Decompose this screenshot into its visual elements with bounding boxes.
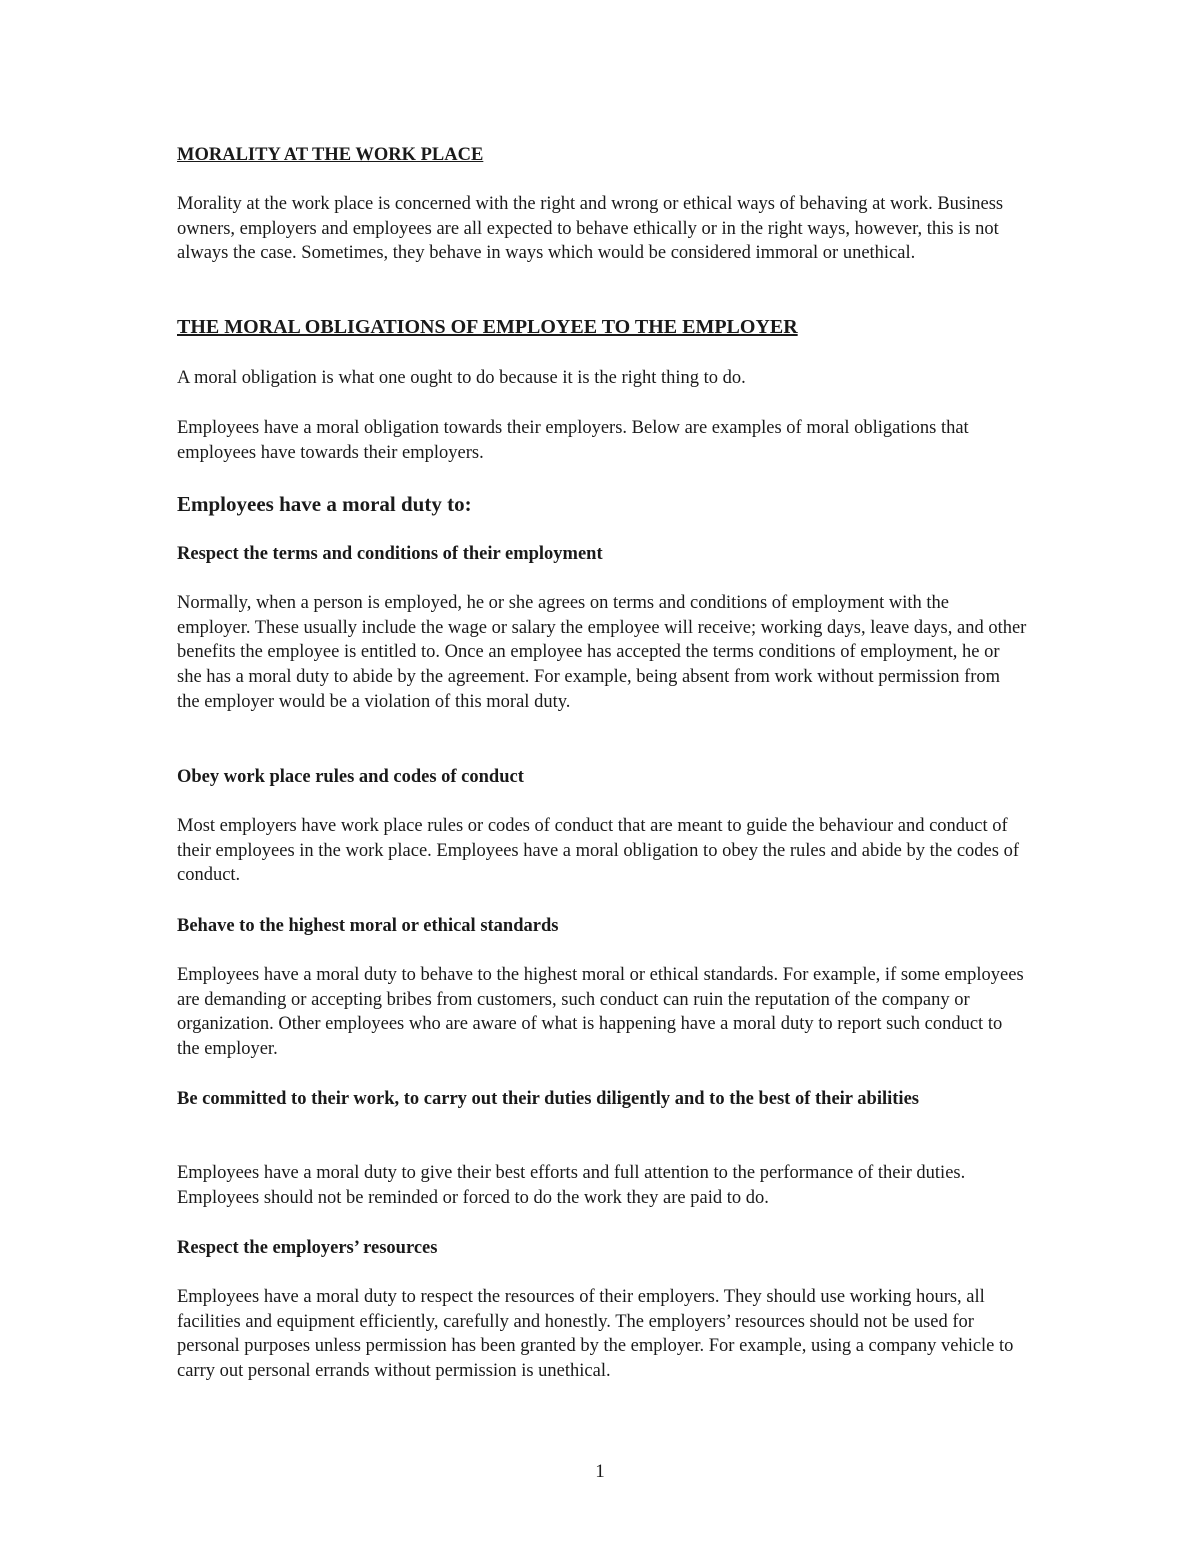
- duty-text-2: Most employers have work place rules or codes of conduct that are meant to guide the behaviour and conduct of their employees in the work place. Employees have a moral obligation to obey the rules and abide by the codes of conduct.: [177, 816, 1020, 886]
- intro-paragraph: Morality at the work place is concerned with the right and wrong or ethical ways of behaving at work. Business owners, employers and employees are all expected to behave ethically or in the right ways, however, this is not always the case. Sometimes, they behave in ways which would be considered immoral or unethical.: [177, 194, 1004, 264]
- duty-heading-4: Be committed to their work, to carry out their duties diligently and to the best of their abilities: [177, 1089, 919, 1109]
- obligations-heading: THE MORAL OBLIGATIONS OF EMPLOYEE TO THE EMPLOYER: [177, 316, 798, 338]
- duty-text-3: Employees have a moral duty to behave to the highest moral or ethical standards. For example, if some employees are demanding or accepting bribes from customers, such conduct can ruin the reputation of the company or organization. Other employees who are aware of what is happening have a moral duty to report such conduct to the employer.: [177, 965, 1024, 1060]
- duty-text-4: Employees have a moral duty to give their best efforts and full attention to the performance of their duties. Employees should not be reminded or forced to do the work they are paid to do.: [177, 1163, 966, 1208]
- duty-heading-5: Respect the employers’ resources: [177, 1238, 438, 1258]
- duty-heading: Employees have a moral duty to:: [177, 492, 472, 516]
- duty-text-5: Employees have a moral duty to respect the resources of their employers. They should use working hours, all facilities and equipment efficiently, carefully and honestly. The employers’ resources should not be used for personal purposes unless permission has been granted by the employer. For example, using a company vehicle to carry out personal errands without permission is unethical.: [177, 1287, 1014, 1382]
- page-number: 1: [595, 1461, 605, 1482]
- obligations-intro-paragraph: Employees have a moral obligation towards their employers. Below are examples of moral obligations that employees have towards their employers.: [177, 418, 969, 463]
- page-title: MORALITY AT THE WORK PLACE: [177, 145, 484, 165]
- duty-heading-3: Behave to the highest moral or ethical standards: [177, 916, 559, 936]
- definition-paragraph: A moral obligation is what one ought to do because it is the right thing to do.: [177, 368, 746, 388]
- duty-heading-2: Obey work place rules and codes of conduct: [177, 767, 524, 787]
- duty-text-1: Normally, when a person is employed, he or she agrees on terms and conditions of employment with the employer. These usually include the wage or salary the employee will receive; working days, leave days, and other benefits the employee is entitled to. Once an employee has accepted the terms conditions of employment, he or she has a moral duty to abide by the agreement. For example, being absent from work without permission from the employer would be a violation of this moral duty.: [177, 593, 1027, 712]
- duty-heading-1: Respect the terms and conditions of their employment: [177, 544, 603, 564]
